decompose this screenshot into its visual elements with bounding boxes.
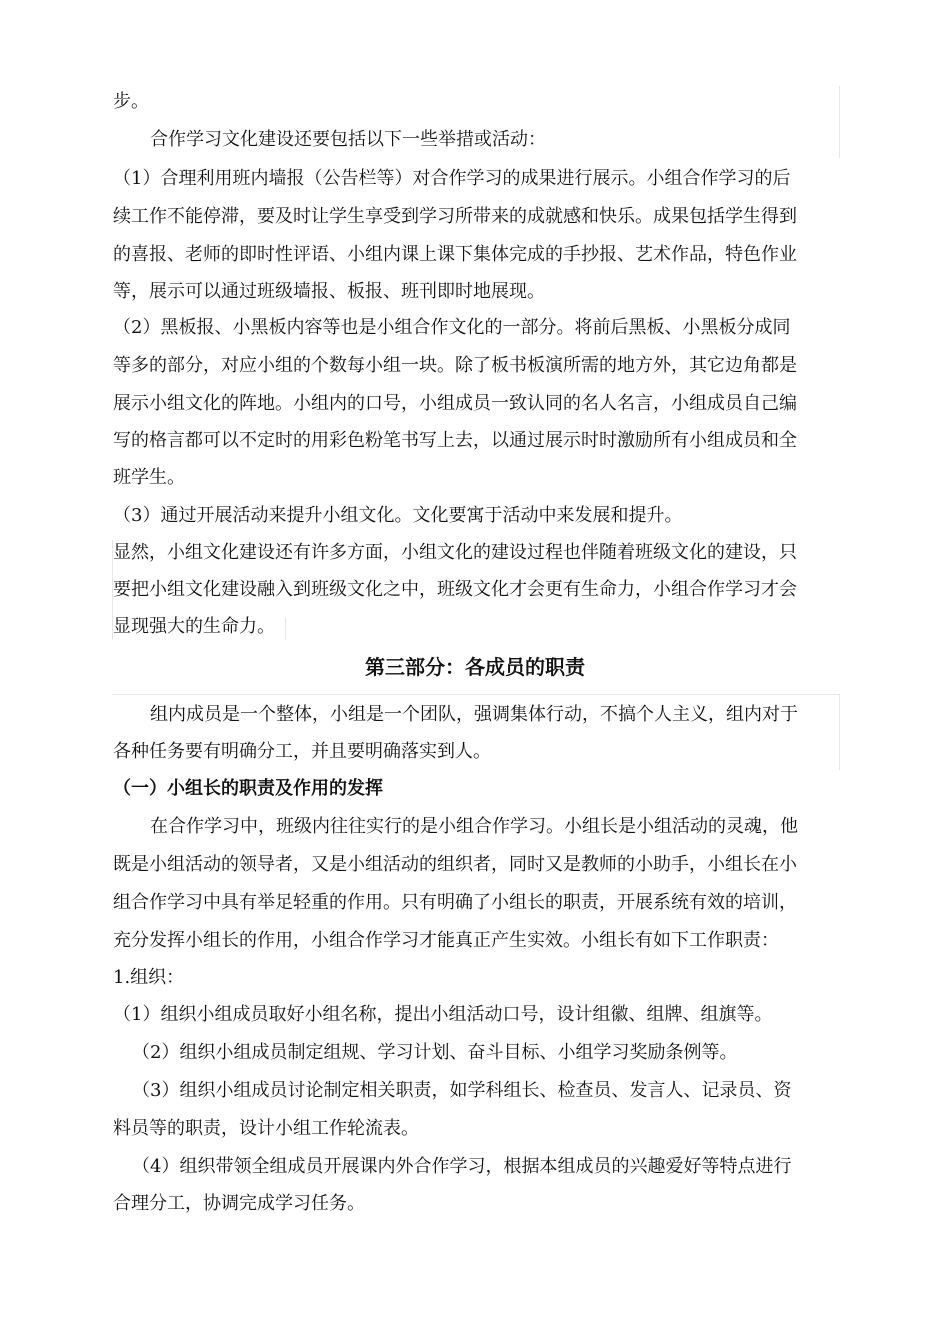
list-item-line: （2）黑板报、小黑板内容等也是小组合作文化的一部分。将前后黑板、小黑板分成同 [113,317,791,338]
list-item-line: 合理分工，协调完成学习任务。 [113,1193,365,1214]
list-item-line: 等，展示可以通过班级墙报、板报、班刊即时地展现。 [113,281,545,302]
paragraph-line: 显现强大的生命力。 [113,616,275,637]
border-fragment-top-section3 [112,694,840,695]
paragraph-line: 显然，小组文化建设还有许多方面，小组文化的建设过程也伴随着班级文化的建设，只 [113,542,797,563]
list-item-line: （3）通过开展活动来提升小组文化。文化要寓于活动中来发展和提升。 [113,505,683,526]
list-item-line: 料员等的职责，设计小组工作轮流表。 [113,1118,419,1139]
list-item-line: （1）组织小组成员取好小组名称，提出小组活动口号，设计组徽、组牌、组旗等。 [113,1004,773,1025]
list-item-line: 写的格言都可以不定时的用彩色粉笔书写上去，以通过展示时时激励所有小组成员和全 [113,430,797,451]
list-item-line: 班学生。 [113,467,185,488]
point-title: 1.组织： [113,967,185,988]
paragraph-line: 既是小组活动的领导者，又是小组活动的组织者，同时又是教师的小助手，小组长在小 [113,854,797,875]
list-item-line: （4）组织带领全组成员开展课内外合作学习，根据本组成员的兴趣爱好等特点进行 [132,1156,792,1177]
paragraph-line: 组内成员是一个整体，小组是一个团队，强调集体行动，不搞个人主义，组内对于 [150,704,798,725]
list-item-line: （1）合理利用班内墙报（公告栏等）对合作学习的成果进行展示。小组合作学习的后 [113,168,791,189]
subsection-title: （一）小组长的职责及作用的发挥 [113,778,383,799]
list-item-line: 展示小组文化的阵地。小组内的口号，小组成员一致认同的名人名言，小组成员自己编 [113,393,797,414]
paragraph-line: 步。 [113,91,149,112]
list-item-line: 的喜报、老师的即时性评语、小组内课上课下集体完成的手抄报、艺术作品，特色作业 [113,244,797,265]
list-item-line: 续工作不能停滞，要及时让学生享受到学习所带来的成就感和快乐。成果包括学生得到 [113,206,797,227]
paragraph-line: 组合作学习中具有举足轻重的作用。只有明确了小组长的职责，开展系统有效的培训， [113,892,797,913]
list-item-line: 等多的部分，对应小组的个数每小组一块。除了板书板演所需的地方外，其它边角都是 [113,355,797,376]
paragraph-line: 要把小组文化建设融入到班级文化之中，班级文化才会更有生命力，小组合作学习才会 [113,579,797,600]
paragraph-line: 在合作学习中，班级内往往实行的是小组合作学习。小组长是小组活动的灵魂，他 [150,816,798,837]
paragraph-line: 合作学习文化建设还要包括以下一些举措或活动： [150,129,546,150]
section-title: 第三部分：各成员的职责 [365,655,585,679]
paragraph-line: 充分发挥小组长的作用，小组合作学习才能真正产生实效。小组长有如下工作职责： [113,930,779,951]
list-item-line: （3）组织小组成员讨论制定相关职责，如学科组长、检查员、发言人、记录员、资 [132,1080,792,1101]
paragraph-line: 各种任务要有明确分工，并且要明确落实到人。 [113,741,491,762]
list-item-line: （2）组织小组成员制定组规、学习计划、奋斗目标、小组学习奖励条例等。 [132,1042,738,1063]
